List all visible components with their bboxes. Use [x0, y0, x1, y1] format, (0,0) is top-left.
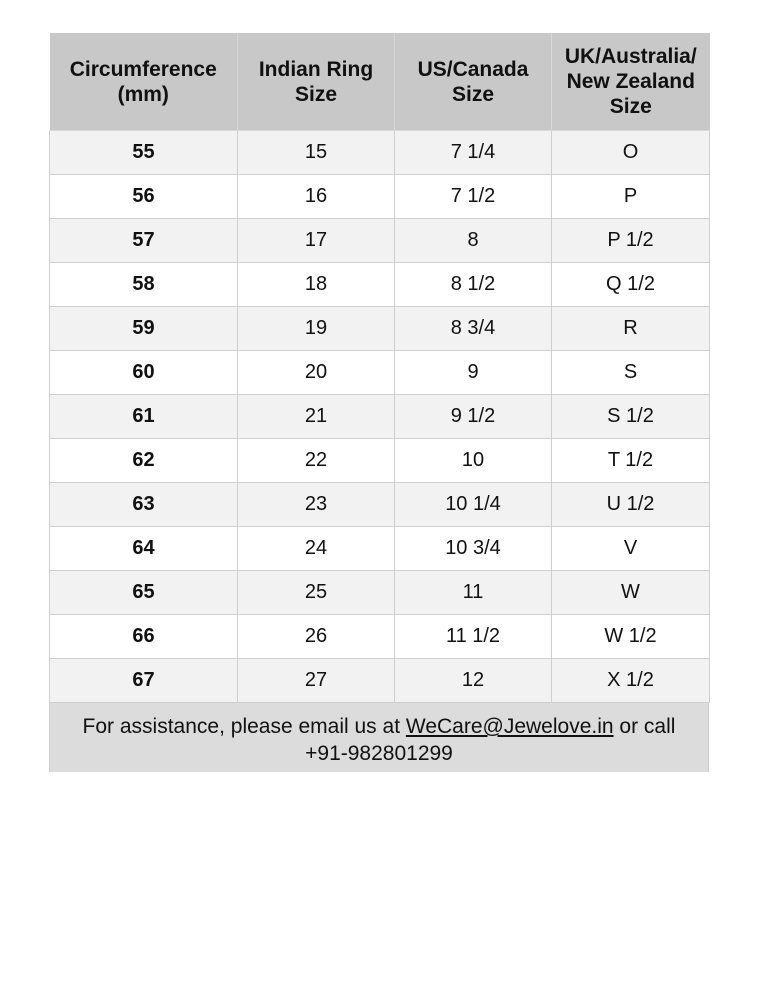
circumference-cell: 67 — [50, 659, 238, 703]
us-canada-size-cell: 10 1/4 — [395, 483, 552, 527]
support-email-link[interactable]: WeCare@Jewelove.in — [405, 715, 614, 738]
indian-size-cell: 22 — [238, 439, 395, 483]
table-row — [50, 527, 710, 571]
indian-size-cell: 27 — [238, 659, 395, 703]
table-row — [50, 439, 710, 483]
us-canada-size-cell: 9 1/2 — [395, 395, 552, 439]
uk-au-nz-size-cell: R — [552, 307, 710, 351]
us-canada-size-cell: 9 — [395, 351, 552, 395]
uk-au-nz-size-cell: P 1/2 — [552, 219, 710, 263]
circumference-cell: 57 — [50, 219, 238, 263]
indian-size-cell: 23 — [238, 483, 395, 527]
indian-size-cell: 19 — [238, 307, 395, 351]
circumference-cell: 55 — [50, 131, 238, 175]
header-line: New Zealand — [566, 70, 695, 93]
circumference-cell: 66 — [50, 615, 238, 659]
table-row — [50, 483, 710, 527]
circumference-cell: 59 — [50, 307, 238, 351]
ring-size-chart — [49, 33, 709, 772]
table-row — [50, 131, 710, 175]
circumference-cell: 60 — [50, 351, 238, 395]
table-row — [50, 175, 710, 219]
table-row — [50, 307, 710, 351]
us-canada-size-cell: 7 1/4 — [395, 131, 552, 175]
indian-size-cell: 24 — [238, 527, 395, 571]
uk-au-nz-size-cell: S — [552, 351, 710, 395]
uk-au-nz-size-cell: W — [552, 571, 710, 615]
footer-text-after: or call — [619, 715, 676, 738]
circumference-cell: 62 — [50, 439, 238, 483]
support-phone: +91-982801299 — [305, 742, 453, 765]
us-canada-size-cell: 11 — [395, 571, 552, 615]
us-canada-size-cell: 10 — [395, 439, 552, 483]
circumference-cell: 63 — [50, 483, 238, 527]
header-line: Indian Ring — [258, 57, 374, 81]
header-uk-au-nz-size — [552, 33, 710, 131]
uk-au-nz-size-cell: V — [552, 527, 710, 571]
uk-au-nz-size-cell: S 1/2 — [552, 395, 710, 439]
circumference-cell: 56 — [50, 175, 238, 219]
circumference-cell: 61 — [50, 395, 238, 439]
indian-size-cell: 16 — [238, 175, 395, 219]
table-body — [50, 131, 710, 703]
header-line: US/Canada — [417, 57, 529, 81]
uk-au-nz-size-cell: O — [552, 131, 710, 175]
us-canada-size-cell: 8 1/2 — [395, 263, 552, 307]
table-header-row — [50, 33, 710, 131]
header-line: (mm) — [117, 82, 169, 106]
indian-size-cell: 25 — [238, 571, 395, 615]
us-canada-size-cell: 7 1/2 — [395, 175, 552, 219]
header-line: UK/Australia/ — [564, 45, 697, 68]
us-canada-size-cell: 12 — [395, 659, 552, 703]
header-us-canada-size — [395, 33, 552, 131]
table-row — [50, 395, 710, 439]
circumference-cell: 58 — [50, 263, 238, 307]
assistance-footer — [49, 703, 709, 772]
header-line: Size — [609, 95, 652, 118]
header-indian-size — [238, 33, 395, 131]
circumference-cell: 64 — [50, 527, 238, 571]
indian-size-cell: 17 — [238, 219, 395, 263]
uk-au-nz-size-cell: W 1/2 — [552, 615, 710, 659]
table-row — [50, 659, 710, 703]
us-canada-size-cell: 8 — [395, 219, 552, 263]
indian-size-cell: 18 — [238, 263, 395, 307]
uk-au-nz-size-cell: P — [552, 175, 710, 219]
indian-size-cell: 21 — [238, 395, 395, 439]
indian-size-cell: 15 — [238, 131, 395, 175]
us-canada-size-cell: 8 3/4 — [395, 307, 552, 351]
footer-text-before: For assistance, please email us at — [82, 715, 401, 738]
table-row — [50, 615, 710, 659]
uk-au-nz-size-cell: U 1/2 — [552, 483, 710, 527]
header-line: Circumference — [69, 57, 217, 81]
us-canada-size-cell: 10 3/4 — [395, 527, 552, 571]
header-line: Size — [294, 82, 338, 106]
header-circumference — [50, 33, 238, 131]
indian-size-cell: 20 — [238, 351, 395, 395]
ring-size-table — [49, 33, 710, 703]
circumference-cell: 65 — [50, 571, 238, 615]
indian-size-cell: 26 — [238, 615, 395, 659]
uk-au-nz-size-cell: Q 1/2 — [552, 263, 710, 307]
table-row — [50, 219, 710, 263]
table-row — [50, 263, 710, 307]
table-row — [50, 351, 710, 395]
uk-au-nz-size-cell: T 1/2 — [552, 439, 710, 483]
header-line: Size — [451, 82, 495, 106]
us-canada-size-cell: 11 1/2 — [395, 615, 552, 659]
uk-au-nz-size-cell: X 1/2 — [552, 659, 710, 703]
table-row — [50, 571, 710, 615]
